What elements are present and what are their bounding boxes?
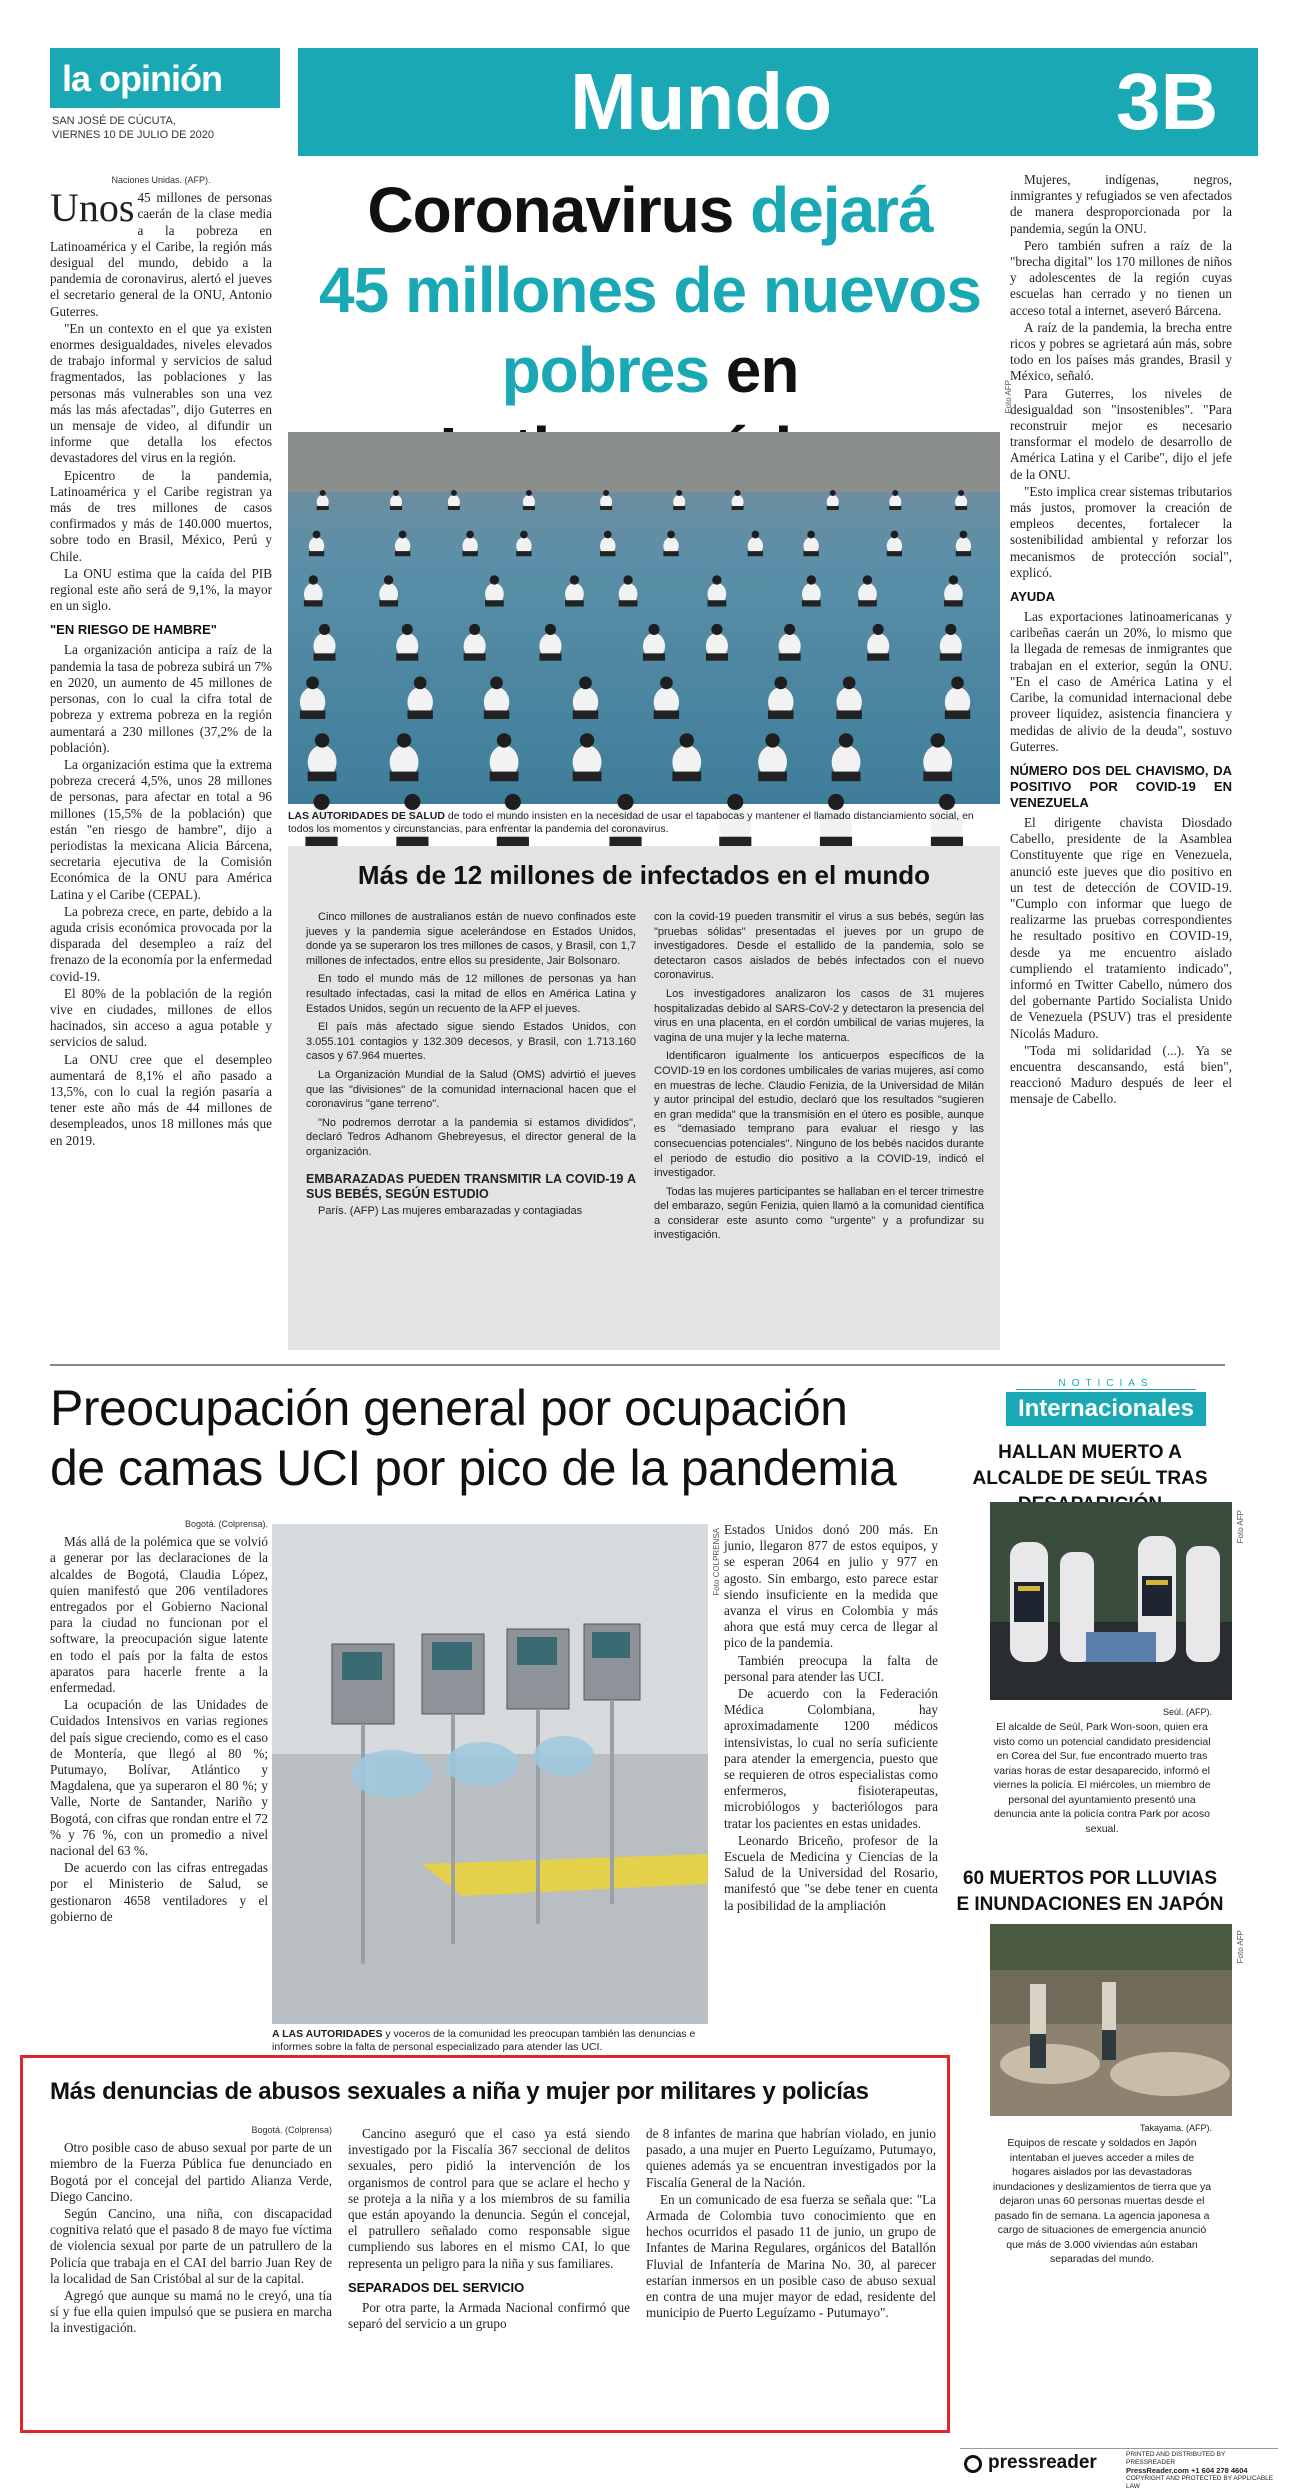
seoul-photo bbox=[990, 1502, 1232, 1700]
place-date: SAN JOSÉ DE CÚCUTA, VIERNES 10 DE JULIO DE 2020 bbox=[52, 115, 215, 141]
subhead: AYUDA bbox=[1010, 589, 1056, 605]
abuse-column-3: de 8 infantes de marina que habrían violado, en junio pasado, a una mujer en Puerto Leguízamo, Putumayo, quienes además ya se encuentran investigados por la Fiscalía General de la Nación. En un comunicado de esa fuerza se señala que: "La Armada de Colombia tuvo conocimiento que en hechos ocurridos el pasado 11 de junio, un grupo de Infantes de Marina Regulares, orgánicos del Batallón Fluvial de Infantería de Marina No. 30, al parecer estarían inmersos en un posible caso de abuso sexual en contra de una mujer mayor de edad, residente del municipio de Puerto Leguízamo - Putumayo". bbox=[646, 2126, 936, 2321]
pressreader-brand: pressreader bbox=[988, 2452, 1097, 2473]
photo-credit: Foto AFP bbox=[1236, 1510, 1245, 1544]
lead-photo-image bbox=[288, 432, 1000, 804]
byline: Bogotá. (Colprensa) bbox=[251, 2125, 332, 2135]
section-title: Mundo bbox=[570, 57, 833, 146]
lead-column-left: Naciones Unidas. (AFP). Unos 45 millones de personas caerán de la clase media a la pobreza en Latinoamérica y el Caribe, la región más desigual del mundo, debido a la pandemia de coronavirus, alertó el jueves el secretario general de la ONU, Antonio Guterres. "En un contexto en el que ya existen enormes desigualdades, niveles elevados de trabajo informal y servicios de salud fragmentados, las poblaciones y las personas más vulnerables son una vez más las más afectadas", dijo Guterres en un mensaje de video, al difundir un informe que detalla los efectos devastadores del virus en la región. Epicentro de la pandemia, Latinoamérica y el Caribe registran ya más de tres millones de casos confirmados y más de 140.000 muertos, sobre todo en Brasil, México, Perú y Chile. La ONU estima que la caída del PIB regional este año será de 9,1%, la mayor en un siglo. "EN RIESGO DE HAMBRE" La organización anticipa a raíz de la pandemia la tasa de pobreza subirá un 7% en 2020, un aumento de 45 millones de personas, con lo cual la cifra total de pobreza y extrema pobreza en la región aumentará a 230 millones (37,2% de la población). La organización estima que la extrema pobreza crecerá 4,5%, unos 28 millones de personas, para afectar en total a 96 millones (15,5% de la población) que están "en riesgo de hambre", dijo a periodistas la mexicana Alicia Bárcena, secretaria ejecutiva de la Comisión Económica de la ONU para América Latina y el Caribe (CEPAL). La pobreza crece, en parte, debido a la aguda crisis económica provocada por la disparada del desempleo a raíz del frenazo de la economía por la enfermedad covid-19. El 80% de la población de la región vive en ciudades, millones de ellos hacinados, sin acceso a agua potable y servicios de salud. La ONU cree que el desempleo aumentará de 8,1% el año pasado a 13,5%, con lo cual la región pasaría a tener este año más de 44 millones de desempleados, unos 18 millones más que en 2019. bbox=[50, 172, 272, 1150]
abuse-column-2: Cancino aseguró que el caso ya está siendo investigado por la Fiscalía 367 seccional de delitos sexuales, pero pidió la intervención de los organismos de control para que se aclare el hecho y se proteja a la niña y a los miembros de su familia que están apoyando la denuncia. Según el concejal, el patrullero señalado como responsable sigue cumpliendo sus labores en el mismo CAI, lo que representa un peligro para la niña y sus familiares. SEPARADOS DEL SERVICIO Por otra parte, la Armada Nacional confirmó que separó del servicio a un grupo bbox=[348, 2126, 630, 2332]
uci-caption: A LAS AUTORIDADES y voceros de la comunidad les preocupan también las denuncias e informes sobre la falta de personal especializado para atender las UCI. bbox=[272, 2028, 696, 2053]
infected-box-col2: con la covid-19 pueden transmitir el virus a sus bebés, según las "pruebas sólidas" presentadas el jueves por un grupo de investigadores. Desde el estallido de la pandemia, solo se detectaron casos aislados de bebés infectados con el nuevo coronavirus. Los investigadores analizaron los casos de 31 mujeres hospitalizadas debido al SARS-CoV-2 y detectaron la presencia del virus en una placenta, en el cordón umbilical de varias mujeres, la vagina de una mujer y la leche materna. Identificaron igualmente los anticuerpos específicos de la COVID-19 en los cordones umbilicales de varias mujeres, así como en muestras de leche. Claudio Fenizia, de la Universidad de Milán y autor principal del estudio, declaró que los resultados "sugieren en gran medida" que la transmisión en el útero es posible, aunque es "demasiado temprano para evaluar el riesgo y las consecuencias potenciales". Ninguno de los bebés nacidos durante el periodo de estudio dio positivo a la COVID-19, indicó el investigador. Todas las mujeres participantes se hallaban en el tercer trimestre del embarazo, según Fenizia, quien llamó a la comunidad científica a considerar este asunto como "urgente" y a profundizar su investigación. bbox=[654, 911, 984, 1242]
uci-column-1: Bogotá. (Colprensa). Más allá de la polémica que se volvió a generar por las declaraciones de la alcaldes de Bogotá, Claudia López, quien manifestó que 206 ventiladores entregados por el Gobierno Nacional para la ciudad no funcionan por el software, la preocupación sigue latente en todo el país por la falta de estos aparatos para hacerle frente a la enfermedad. La ocupación de las Unidades de Cuidados Intensivos en varias regiones del país sigue creciendo, como es el caso de Montería, que llegó al 80 %; Putumayo, Bolívar, Atlántico y Magdalena, que ya superaron el 80 %; y Valle, Norte de Santander, Nariño y Bogotá, con cifras que rondan entre el 72 % y 76 %, con un promedio a nivel nacional del 63 %. De acuerdo con las cifras entregadas por el Ministerio de Salud, se gestionaron 4658 ventiladores y el gobierno de bbox=[50, 1516, 268, 1926]
uci-photo bbox=[272, 1524, 708, 2024]
page-number: 3B bbox=[1116, 57, 1219, 146]
subhead: NÚMERO DOS DEL CHAVISMO, DA POSITIVO POR COVID-19 EN VENEZUELA bbox=[1010, 762, 1232, 810]
subhead: EMBARAZADAS PUEDEN TRANSMITIR LA COVID-19 A SUS BEBÉS, SEGÚN ESTUDIO bbox=[306, 1171, 636, 1201]
abuse-title: Más denuncias de abusos sexuales a niña y mujer por militares y policías bbox=[50, 2078, 869, 2105]
pressreader-footer bbox=[960, 2448, 1278, 2490]
story-japan-byline: Takayama. (AFP). bbox=[1139, 2123, 1212, 2133]
subhead: "EN RIESGO DE HAMBRE" bbox=[50, 622, 217, 638]
pressreader-icon bbox=[964, 2455, 982, 2473]
lead-photo bbox=[288, 432, 1000, 804]
story-seoul-title: HALLAN MUERTO A ALCALDE DE SEÚL TRAS bbox=[972, 1442, 1208, 1489]
story-seoul-byline: Seúl. (AFP). bbox=[1162, 1707, 1212, 1717]
section-divider bbox=[50, 1364, 1225, 1366]
abuse-column-1: Bogotá. (Colprensa) Otro posible caso de abuso sexual por parte de un miembro de la Fuerza Pública fue denunciado en Bogotá por el concejal del partido Alianza Verde, Diego Cancino. Según Cancino, una niña, con discapacidad cognitiva relató que el pasado 8 de mayo fue víctima de violencia sexual por parte de un patrullero de la Policía que trabaja en el CAI del barrio Juan Rey de la localidad de San Cristóbal al sur de la capital. Agregó que aunque su mamá no le creyó, una tía sí y fue ella quien impulsó que se pusiera en marcha la investigación. bbox=[50, 2122, 332, 2338]
logo: la opinión bbox=[62, 58, 222, 99]
photo-credit: Foto AFP bbox=[1236, 1930, 1245, 1964]
story-seoul-text: El alcalde de Seúl, Park Won-soon, quien era visto como un potencial candidato presidencial en Corea del Sur, fue encontrado muerto tras varias horas de estar desaparecido, informó el viernes la policía. El miércoles, un miembro de personal del ayuntamiento presentó una denuncia ante la policía contra Park por acoso sexual. bbox=[993, 1721, 1211, 1835]
story-japan-title: 60 MUERTOS POR LLUVIAS E INUNDACIONES EN JAPÓN bbox=[956, 1868, 1224, 1915]
byline: Bogotá. (Colprensa). bbox=[184, 1519, 268, 1529]
seoul-image bbox=[990, 1502, 1232, 1700]
intl-kicker: NOTICIAS bbox=[1016, 1378, 1196, 1390]
uci-column-2: Estados Unidos donó 200 más. En junio, llegaron 877 de estos equipos, y se esperan 2064 en julio y 977 en agosto. Sin embargo, esto parece estar siendo insuficiente en la medida que avanza el virus en Colombia y más ahora que está muy cerca de llegar al pico de la pandemia. También preocupa la falta de personal para atender las UCI. De acuerdo con la Federación Médica Colombiana, hay aproximadamente 1200 médicos intensivistas, lo cual no sería suficiente para atender la emergencia, puesto que se requieren de otros especialistas como enfermeros, fisioterapeutas, microbiólogos y bacteriólogos para tratar los pacientes en estas unidades. Leonardo Briceño, profesor de la Escuela de Medicina y Ciencias de la Salud de la Universidad del Rosario, manifestó que "se debe tener en cuenta la posibilidad de la ampliación bbox=[724, 1522, 938, 1913]
flood-image bbox=[990, 1924, 1232, 2116]
photo-credit: Foto AFP bbox=[1004, 380, 1013, 414]
subhead: SEPARADOS DEL SERVICIO bbox=[348, 2279, 525, 2295]
infected-box-col1: Cinco millones de australianos están de nuevo confinados este jueves y la pandemia sigue acelerándose en Estados Unidos, donde ya se superaron los tres millones de casos, y Brasil, con 1,7 millones de infectados, entre ellos su presidente, Jair Bolsonaro. En todo el mundo más de 12 millones de personas ya han resultado infectadas, casi la mitad de ellos en América Latina y Estados Unidos, según un recuento de la AFP el jueves. El país más afectado sigue siendo Estados Unidos, con 3.055.101 contagios y 132.309 decesos, y Brasil, con 1.713.160 casos y 67.964 muertes. La Organización Mundial de la Salud (OMS) advirtió el jueves que las "divisiones" de la comunidad internacional hacen que el coronavirus "gane terreno". "No podremos derrotar a la pandemia si estamos divididos", declaró Tedros Adhanom Ghebreyesus, el director general de la organización. EMBARAZADAS PUEDEN TRANSMITIR LA COVID-19 A SUS BEBÉS, SEGÚN ESTUDIO París. (AFP) Las mujeres embarazadas y contagiadas bbox=[306, 911, 636, 1217]
masthead bbox=[50, 48, 1258, 156]
dropword: Unos bbox=[50, 185, 135, 231]
intl-label: Internacionales bbox=[1006, 1392, 1206, 1426]
byline: Naciones Unidas. (AFP). bbox=[111, 175, 211, 185]
photo-credit: Foto COLPRENSA bbox=[712, 1528, 721, 1596]
story-japan-text: Equipos de rescate y soldados en Japón intentaban el jueves acceder a miles de hogares aislados por las devastadoras inundaciones y deslizamientos de tierra que ya dejaron unas 60 personas muertas desde el pasado fin de semana. La agencia japonesa a cargo de situaciones de emergencia anunció que más de 3.000 viviendas aún estaban separadas del mundo. bbox=[992, 2137, 1212, 2265]
japan-photo bbox=[990, 1924, 1232, 2116]
lead-caption: LAS AUTORIDADES DE SALUD de todo el mundo insisten en la necesidad de usar el tapabocas y mantener el llamado distanciamiento social, en todos los momentos y circunstancias, para enfrentar la pandemia del coronavirus. bbox=[288, 810, 974, 835]
infected-box-title: Más de 12 millones de infectados en el mundo bbox=[357, 860, 931, 890]
ventilators-image bbox=[272, 1524, 708, 2024]
lead-headline: Coronavirus dejará 45 millones de nuevos pobres en bbox=[319, 174, 981, 406]
lead-column-right: Mujeres, indígenas, negros, inmigrantes y refugiados se ven afectados de manera desproporcionada por la pandemia, según la ONU. Pero también sufren a raíz de la "brecha digital" los 170 millones de niños y adolescentes de la región cuyas escuelas han cerrado y no tienen un acceso total a internet, aseveró Bárcena. A raíz de la pandemia, la brecha entre ricos y pobres se agrietará aún más, sobre todo en los países más grandes, Brasil y México, señaló. Para Guterres, los niveles de desigualdad son "insostenibles". "Para reconstruir mejor es necesario transformar el modelo de desarrollo de América Latina y el Caribe", dijo el jefe de la ONU. "Esto implica crear sistemas tributarios más justos, promover la creación de empleos decentes, fortalecer la sostenibilidad ambiental y reforzar los mecanismos de protección social", explicó. AYUDA Las exportaciones latinoamericanas y caribeñas caerán un 20%, lo mismo que la llegada de remesas de inmigrantes que trabajan en el exterior, según la ONU. "En el caso de América Latina y el Caribe, la comunidad internacional debe proveer liquidez, asistencia financiera y medidas de alivio de la deuda", sostuvo Guterres. NÚMERO DOS DEL CHAVISMO, DA POSITIVO POR COVID-19 EN VENEZUELA El dirigente chavista Diosdado Cabello, presidente de la Asamblea Constituyente que rige en Venezuela, anunció este jueves que dio positivo en un test de detección de COVID-19. "Cumplo con informar que luego de realizarme las pruebas correspondientes he resultado positivo en COVID-19, desde ya me encuentro aislado cumpliendo el tratamiento indicado", informó en Twitter Cabello, número dos del gobernante Partido Socialista Unido de Venezuela (PSUV) tras el presidente Nicolás Maduro. "Toda mi solidaridad (...). Ya se encuentra descansando, está bien", reaccionó Maduro después de leer el mensaje de Cabello. bbox=[1010, 172, 1232, 1107]
pressreader-notice: PRINTED AND DISTRIBUTED BY PRESSREADER PressReader.com +1 604 278 4604 COPYRIGHT AND PROTECTED BY APPLICABLE LAW bbox=[1126, 2451, 1274, 2490]
uci-headline: Preocupación general por ocupación de camas UCI por pico de la pandemia bbox=[50, 1380, 897, 1496]
